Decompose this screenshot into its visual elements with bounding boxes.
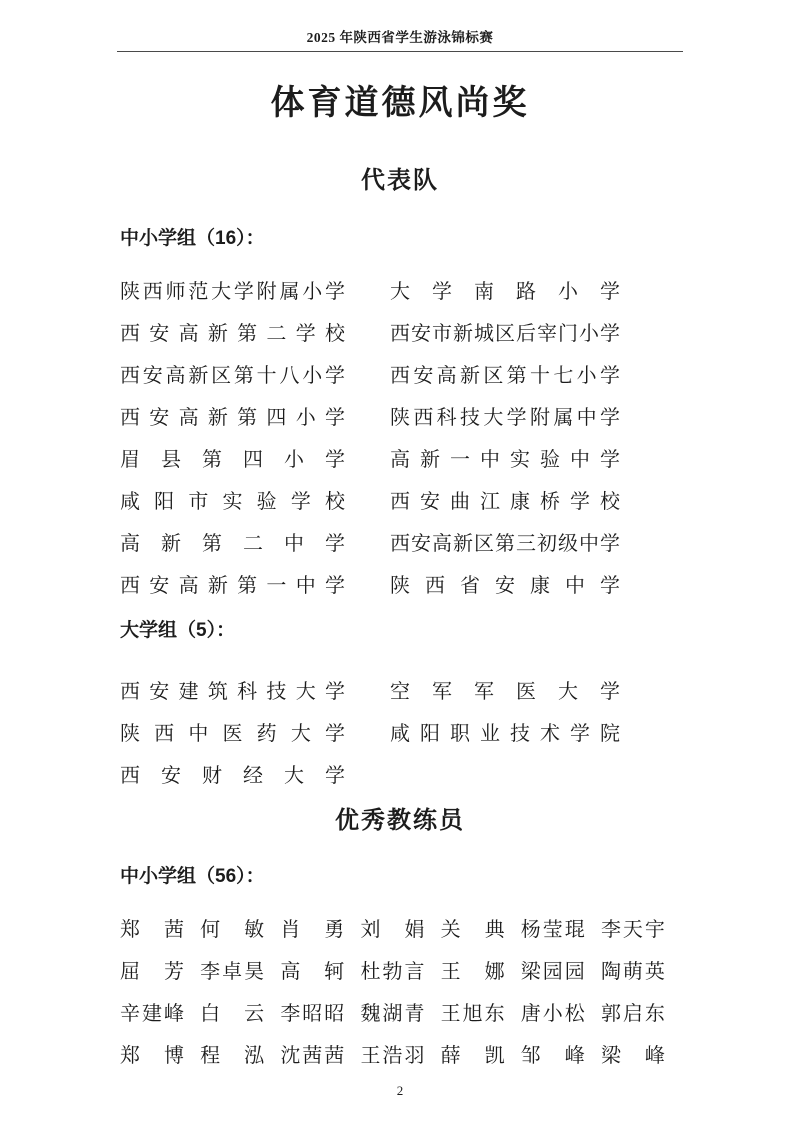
coach-name: 魏湖青: [360, 1002, 425, 1025]
school-row: [120, 310, 620, 352]
school-row: [120, 520, 620, 562]
school-name: 高新一中实验中学: [390, 448, 620, 471]
coach-name-row: [120, 906, 665, 948]
coach-name: 王旭东: [440, 1002, 505, 1025]
school-name: 西安高新第二学校: [120, 322, 345, 345]
coach-name: 何敏: [200, 918, 265, 941]
group-label-university: 大学组（5）：: [120, 620, 236, 641]
coach-name: 辛建峰: [120, 1002, 184, 1025]
school-name: 西安曲江康桥学校: [390, 490, 620, 513]
header-rule: [117, 51, 683, 52]
school-name: 高新第二中学: [120, 532, 345, 555]
school-name: 西安高新区第十八小学: [120, 364, 345, 387]
coach-name: 梁峰: [600, 1044, 665, 1067]
group-label-coaches: 中小学组（56）：: [120, 866, 265, 887]
school-name: 陕西省安康中学: [390, 574, 620, 597]
school-row: [120, 352, 620, 394]
section-heading-coaches: 优秀教练员: [335, 807, 465, 834]
school-name: 西安高新区第十七小学: [390, 364, 620, 387]
school-name: 眉县第四小学: [120, 448, 345, 471]
coach-name: 刘娟: [360, 918, 425, 941]
coach-name-grid: [120, 906, 665, 1074]
school-row: [120, 668, 620, 710]
coach-name: 薛凯: [440, 1044, 505, 1067]
coach-name: 郑茜: [120, 918, 184, 941]
page-title: 体育道德风尚奖: [270, 84, 530, 122]
coach-name-row: [120, 948, 665, 990]
school-row: [120, 436, 620, 478]
coach-name: 唐小松: [520, 1002, 585, 1025]
school-row: [120, 752, 620, 794]
school-row: [120, 478, 620, 520]
coach-name: 李昭昭: [280, 1002, 345, 1025]
school-list-primary: [120, 268, 620, 604]
page-number: 2: [396, 1083, 404, 1098]
school-name: 陕西科技大学附属中学: [390, 406, 620, 429]
school-name: 陕西中医药大学: [120, 722, 345, 745]
coach-name: 沈茜茜: [280, 1044, 345, 1067]
coach-name: 王浩羽: [360, 1044, 425, 1067]
school-row: [120, 394, 620, 436]
coach-name: 屈芳: [120, 960, 184, 983]
section-heading-teams: 代表队: [361, 167, 439, 194]
coach-name: 陶萌英: [600, 960, 665, 983]
coach-name: 程泓: [200, 1044, 265, 1067]
coach-name: 郭启东: [600, 1002, 665, 1025]
coach-name: 白云: [200, 1002, 265, 1025]
school-name: 西安高新区第三初级中学: [390, 532, 620, 555]
coach-name: 关典: [440, 918, 505, 941]
coach-name-row: [120, 990, 665, 1032]
school-row: [120, 562, 620, 604]
school-name: 西安建筑科技大学: [120, 680, 345, 703]
coach-name: 郑博: [120, 1044, 184, 1067]
school-list-university: [120, 668, 620, 794]
coach-name: 邹峰: [520, 1044, 585, 1067]
school-row: [120, 268, 620, 310]
school-name: 西安高新第一中学: [120, 574, 345, 597]
coach-name: 李天宇: [600, 918, 665, 941]
school-name: 西安财经大学: [120, 764, 345, 787]
coach-name: 李卓昊: [200, 960, 265, 983]
school-name: 大学南路小学: [390, 280, 620, 303]
school-row: [120, 710, 620, 752]
school-name: 西安市新城区后宰门小学: [390, 322, 620, 345]
coach-name: 梁园园: [520, 960, 585, 983]
school-name: 陕西师范大学附属小学: [120, 280, 345, 303]
coach-name: 肖勇: [280, 918, 345, 941]
school-name: 西安高新第四小学: [120, 406, 345, 429]
coach-name: 杨莹琨: [520, 918, 585, 941]
school-name: 咸阳市实验学校: [120, 490, 345, 513]
coach-name-row: [120, 1032, 665, 1074]
school-name: 空军军医大学: [390, 680, 620, 703]
coach-name: 高轲: [280, 960, 345, 983]
document-header: 2025 年陕西省学生游泳锦标赛: [306, 30, 494, 45]
school-name: 咸阳职业技术学院: [390, 722, 620, 745]
group-label-primary-schools: 中小学组（16）：: [120, 228, 265, 249]
coach-name: 杜勃言: [360, 960, 425, 983]
coach-name: 王娜: [440, 960, 505, 983]
